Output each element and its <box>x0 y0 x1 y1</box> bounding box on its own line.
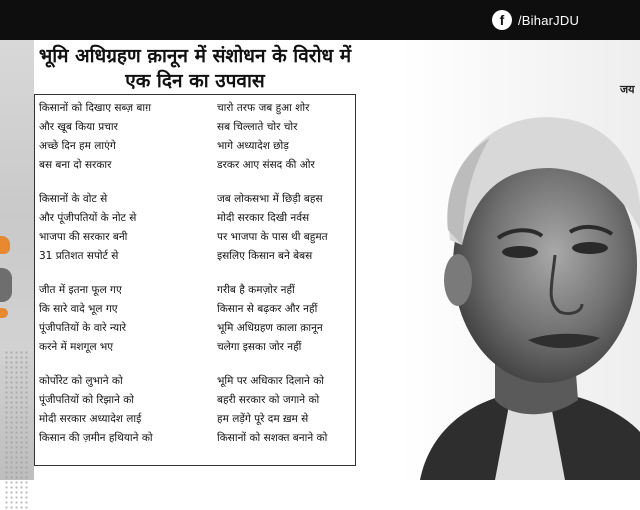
poem-line: भूमि अधिग्रहण काला क़ानून <box>217 322 323 334</box>
poem-box <box>34 94 356 466</box>
top-banner <box>0 0 640 40</box>
poem-stanza <box>217 372 367 463</box>
poem-line: भाजपा की सरकार बनी <box>39 231 128 243</box>
poem-line: जब लोकसभा में छिड़ी बहस <box>217 193 323 205</box>
headline <box>0 40 390 93</box>
poem-line: करने में मशगूल भए <box>39 341 114 353</box>
poem-line: बहरी सरकार को जगाने को <box>217 394 320 406</box>
poem-line: किसानों को सशक्त बनाने को <box>217 432 328 444</box>
poem-line: गरीब है कमज़ोर नहीं <box>217 284 295 296</box>
poem-line: चारो तरफ जब हुआ शोर <box>217 102 310 114</box>
leader-portrait <box>400 40 640 480</box>
poem-line: पर भाजपा के पास थी बहुमत <box>217 231 328 243</box>
poem-line: किसान से बढ़कर और नहीं <box>217 303 318 315</box>
poem-column-right <box>217 99 367 463</box>
poem-line: भूमि पर अधिकार दिलाने को <box>217 375 325 387</box>
map-region-orange-small <box>0 308 8 318</box>
poem-stanza <box>217 281 367 372</box>
poem-line: बस बना दो सरकार <box>39 159 112 171</box>
poem-line: चलेगा इसका जोर नहीं <box>217 341 302 353</box>
poem-line: सब चिल्लाते चोर चोर <box>217 121 298 133</box>
poem-line: हम लड़ेंगे पूरे दम ख़म से <box>217 413 309 425</box>
poem-line: कोर्पोरेट को लुभाने को <box>39 375 123 387</box>
poem-stanza <box>39 372 189 463</box>
poem-line: अच्छे दिन हम लाएंगे <box>39 140 116 152</box>
headline-line-1: भूमि अधिग्रहण क़ानून में संशोधन के विरोध में <box>38 45 352 67</box>
poem-stanza <box>217 99 367 190</box>
poem-stanza <box>39 99 189 190</box>
byline: जय <box>620 83 635 96</box>
poem-line: जीत में इतना फूल गए <box>39 284 122 296</box>
poem-line: किसानों के वोट से <box>39 193 108 205</box>
poem-stanza <box>39 190 189 281</box>
poem-line: मोदी सरकार दिखी नर्वस <box>217 212 310 224</box>
map-region-grey <box>0 268 12 302</box>
poem-line: कि सारे वादे भूल गए <box>39 303 118 315</box>
poem-line: पूंजीपतियों को रिझाने को <box>39 394 135 406</box>
map-graphic <box>0 40 34 480</box>
poem-column-left <box>39 99 189 463</box>
poem-line: और खूब किया प्रचार <box>39 121 118 133</box>
facebook-icon: f <box>492 10 512 30</box>
facebook-handle[interactable] <box>492 9 579 31</box>
poem-line: मोदी सरकार अध्यादेश लाई <box>39 413 142 425</box>
poem-line: पूंजीपतियों के वारे न्यारे <box>39 322 127 334</box>
poem-stanza <box>217 190 367 281</box>
poem-line: डरकर आए संसद की ओर <box>217 159 315 171</box>
map-dot-pattern <box>4 350 30 510</box>
poem-line: इसलिए किसान बने बेबस <box>217 250 313 262</box>
poem-line: भागे अध्यादेश छोड़ <box>217 140 289 152</box>
headline-line-2: एक दिन का उपवास <box>125 70 265 92</box>
poem-stanza <box>39 281 189 372</box>
poem-line: और पूंजीपतियों के नोट से <box>39 212 137 224</box>
map-region-orange <box>0 236 10 254</box>
poem-line: किसान की ज़मीन हथियाने को <box>39 432 153 444</box>
poem-line: 31 प्रतिशत सपोर्ट से <box>39 250 119 262</box>
poem-line: किसानों को दिखाए सब्ज़ बाग़ <box>39 102 151 114</box>
portrait-photo <box>400 40 640 480</box>
facebook-handle-text: /BiharJDU <box>518 12 580 28</box>
